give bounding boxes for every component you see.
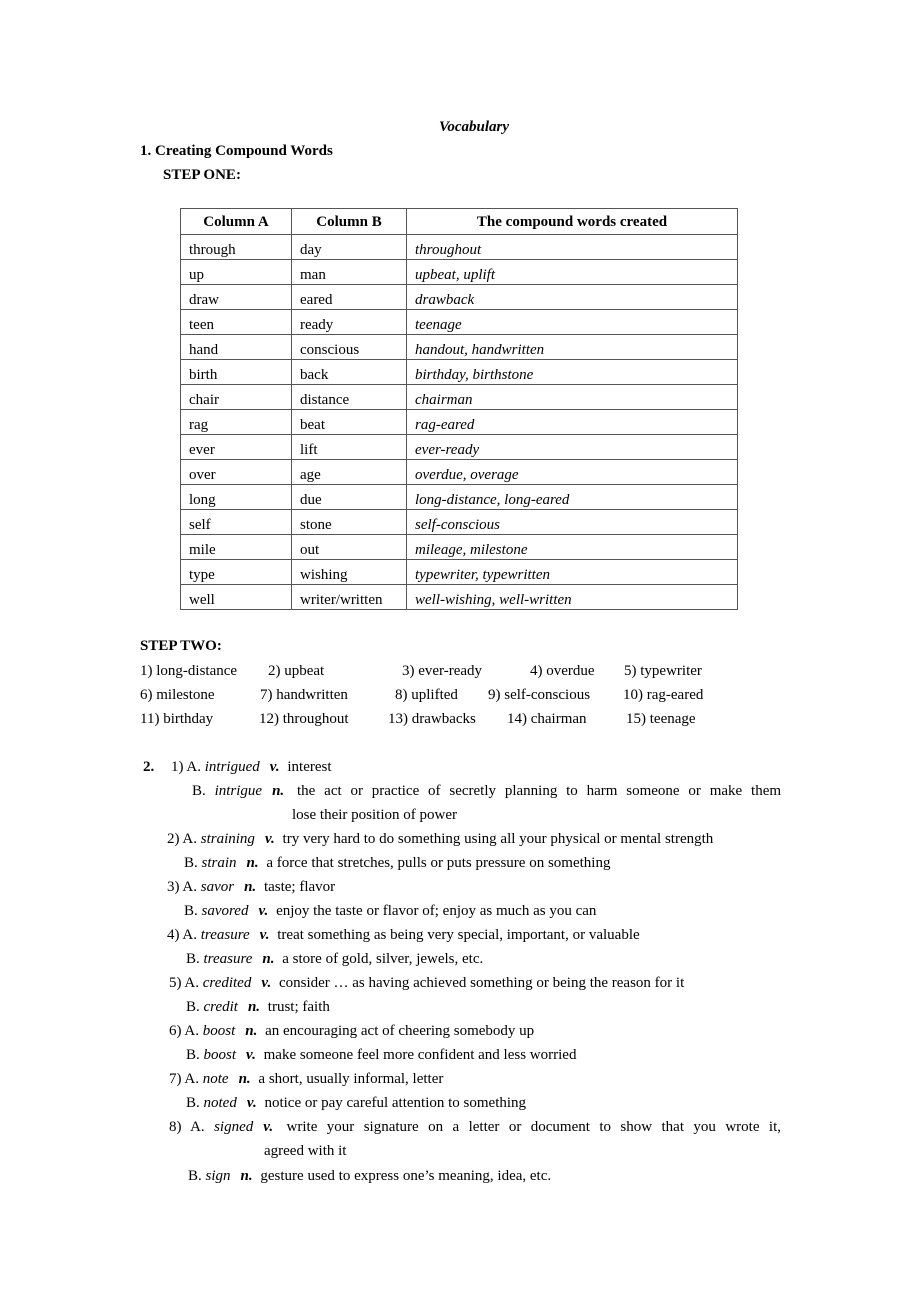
entry-word: noted	[203, 1095, 237, 1111]
entry-label: 6) A.	[169, 1023, 199, 1039]
column-b-cell: conscious	[292, 335, 407, 360]
compound-words-cell: birthday, birthstone	[407, 360, 738, 385]
part-of-speech: v.	[258, 903, 269, 919]
definition-entry	[186, 998, 330, 1016]
compound-words-cell: drawback	[407, 285, 738, 310]
entry-definition: write your signature on a letter or document to show that you wrote it,	[286, 1119, 782, 1135]
column-b-cell: out	[292, 535, 407, 560]
entry-label: B.	[186, 1095, 200, 1111]
column-a-cell: teen	[181, 310, 292, 335]
definition-entry	[192, 782, 781, 800]
table-row	[181, 385, 738, 410]
compound-words-cell: self-conscious	[407, 510, 738, 535]
answer-item: 3) ever-ready	[402, 663, 483, 679]
entry-word: intrigue	[214, 783, 263, 799]
definition-entry	[186, 950, 483, 968]
compound-words-cell: overdue, overage	[407, 460, 738, 485]
part-of-speech: n.	[262, 951, 275, 967]
table-row	[181, 360, 738, 385]
entry-label: 8) A.	[169, 1119, 205, 1135]
part-of-speech: v.	[264, 831, 275, 847]
column-b-cell: writer/written	[292, 585, 407, 610]
table-row	[181, 410, 738, 435]
part-of-speech: v.	[246, 1095, 257, 1111]
answer-item: 11) birthday	[140, 711, 214, 727]
column-a-cell: self	[181, 510, 292, 535]
entry-definition: taste; flavor	[263, 879, 336, 895]
entry-definition: try very hard to do something using all your physical or mental strength	[282, 831, 714, 847]
entry-label: B.	[186, 999, 200, 1015]
compound-words-cell: throughout	[407, 235, 738, 260]
answer-item: 4) overdue	[530, 663, 595, 679]
compound-words-cell: long-distance, long-eared	[407, 485, 738, 510]
entry-word: credit	[203, 999, 238, 1015]
answer-item: 15) teenage	[626, 711, 696, 727]
table-row	[181, 235, 738, 260]
entry-definition: an encouraging act of cheering somebody up	[265, 1023, 535, 1039]
column-b-cell: lift	[292, 435, 407, 460]
section-number: 2.	[143, 759, 155, 775]
part-of-speech: n.	[245, 1023, 258, 1039]
answer-item: 2) upbeat	[268, 663, 325, 679]
part-of-speech: v.	[263, 1119, 274, 1135]
compound-words-cell: well-wishing, well-written	[407, 585, 738, 610]
answer-item: 10) rag-eared	[623, 687, 704, 703]
entry-definition: a force that stretches, pulls or puts pressure on something	[266, 855, 611, 871]
entry-word: savored	[201, 903, 249, 919]
entry-word: savor	[200, 879, 235, 895]
column-b-cell: beat	[292, 410, 407, 435]
entry-definition: trust; faith	[267, 999, 330, 1015]
entry-label: 5) A.	[169, 975, 199, 991]
column-b-cell: ready	[292, 310, 407, 335]
table-row	[181, 435, 738, 460]
answer-item: 13) drawbacks	[388, 711, 476, 727]
compound-words-cell: teenage	[407, 310, 738, 335]
part-of-speech: n.	[244, 879, 257, 895]
column-a-cell: over	[181, 460, 292, 485]
entry-definition: notice or pay careful attention to something	[264, 1095, 527, 1111]
entry-definition: the act or practice of secretly planning to harm someone or make them	[297, 783, 782, 799]
column-a-cell: draw	[181, 285, 292, 310]
step-two-heading: STEP TWO:	[140, 638, 222, 654]
answer-item: 9) self-conscious	[488, 687, 591, 703]
answer-item: 7) handwritten	[260, 687, 348, 703]
entry-label: B.	[188, 1168, 202, 1184]
table-row	[181, 510, 738, 535]
column-a-cell: up	[181, 260, 292, 285]
document-title: Vocabulary	[438, 119, 509, 135]
entry-word: treasure	[200, 927, 250, 943]
definition-entry	[167, 878, 335, 896]
definition-entry	[184, 902, 596, 920]
definition-entry	[171, 758, 332, 776]
entry-definition: make someone feel more confident and less worried	[263, 1047, 577, 1063]
column-a-cell: rag	[181, 410, 292, 435]
compound-words-cell: typewriter, typewritten	[407, 560, 738, 585]
definition-entry	[167, 830, 713, 848]
part-of-speech: v.	[269, 759, 280, 775]
column-a-cell: type	[181, 560, 292, 585]
table-row	[181, 310, 738, 335]
table-row	[181, 535, 738, 560]
entry-label: B.	[192, 783, 206, 799]
column-b-cell: due	[292, 485, 407, 510]
entry-definition: consider … as having achieved something or being the reason for it	[278, 975, 685, 991]
definition-entry	[186, 1094, 526, 1112]
entry-word: strain	[201, 855, 237, 871]
answer-item: 14) chairman	[507, 711, 587, 727]
table-row	[181, 585, 738, 610]
entry-definition: a store of gold, silver, jewels, etc.	[282, 951, 484, 967]
answer-item: 1) long-distance	[140, 663, 238, 679]
column-b-cell: distance	[292, 385, 407, 410]
entry-label: 7) A.	[169, 1071, 199, 1087]
definition-entry	[169, 1022, 534, 1040]
part-of-speech: v.	[259, 927, 270, 943]
entry-label: B.	[186, 951, 200, 967]
entry-word: boost	[202, 1023, 236, 1039]
column-a-cell: well	[181, 585, 292, 610]
table-row	[181, 560, 738, 585]
entry-definition: treat something as being very special, important, or valuable	[277, 927, 640, 943]
part-of-speech: v.	[246, 1047, 256, 1063]
entry-label: 3) A.	[167, 879, 197, 895]
entry-definition: interest	[287, 759, 332, 775]
definition-continuation: agreed with it	[264, 1143, 347, 1159]
column-a-cell: birth	[181, 360, 292, 385]
column-b-cell: age	[292, 460, 407, 485]
definition-entry	[169, 1070, 443, 1088]
column-a-cell: through	[181, 235, 292, 260]
definition-entry	[184, 854, 610, 872]
column-a-cell: mile	[181, 535, 292, 560]
section-heading: 1. Creating Compound Words	[140, 143, 333, 159]
entry-word: note	[202, 1071, 229, 1087]
table-row	[181, 285, 738, 310]
compound-words-cell: upbeat, uplift	[407, 260, 738, 285]
entry-word: boost	[203, 1047, 237, 1063]
compound-words-cell: mileage, milestone	[407, 535, 738, 560]
compound-words-table	[180, 208, 738, 610]
answer-item: 5) typewriter	[624, 663, 702, 679]
step-one-heading: STEP ONE:	[163, 167, 241, 183]
column-b-cell: back	[292, 360, 407, 385]
entry-word: intrigued	[204, 759, 260, 775]
column-header: Column A	[181, 209, 292, 235]
definition-entry	[188, 1167, 551, 1185]
part-of-speech: n.	[246, 855, 259, 871]
column-b-cell: day	[292, 235, 407, 260]
compound-words-cell: handout, handwritten	[407, 335, 738, 360]
column-header: Column B	[292, 209, 407, 235]
part-of-speech: n.	[272, 783, 285, 799]
entry-word: straining	[200, 831, 255, 847]
entry-word: treasure	[203, 951, 253, 967]
entry-word: sign	[205, 1168, 231, 1184]
part-of-speech: n.	[247, 999, 261, 1015]
column-a-cell: hand	[181, 335, 292, 360]
entry-definition: a short, usually informal, letter	[258, 1071, 444, 1087]
definition-entry	[167, 926, 640, 944]
column-b-cell: wishing	[292, 560, 407, 585]
column-b-cell: stone	[292, 510, 407, 535]
entry-label: B.	[184, 855, 198, 871]
part-of-speech: v.	[261, 975, 272, 991]
part-of-speech: n.	[238, 1071, 251, 1087]
answer-item: 8) uplifted	[395, 687, 458, 703]
definition-continuation: lose their position of power	[292, 807, 457, 823]
entry-definition: enjoy the taste or flavor of; enjoy as much as you can	[276, 903, 597, 919]
definition-entry	[169, 974, 684, 992]
column-a-cell: chair	[181, 385, 292, 410]
table-header-row	[181, 209, 738, 235]
column-b-cell: eared	[292, 285, 407, 310]
column-header: The compound words created	[407, 209, 738, 235]
entry-word: credited	[202, 975, 252, 991]
table-row	[181, 260, 738, 285]
entry-label: B.	[184, 903, 198, 919]
definition-entry	[169, 1118, 781, 1136]
table-row	[181, 460, 738, 485]
column-a-cell: ever	[181, 435, 292, 460]
entry-definition: gesture used to express one’s meaning, idea, etc.	[260, 1168, 552, 1184]
table-row	[181, 335, 738, 360]
entry-label: 1) A.	[171, 759, 201, 775]
definition-entry	[186, 1046, 576, 1064]
entry-label: 4) A.	[167, 927, 197, 943]
compound-words-cell: rag-eared	[407, 410, 738, 435]
entry-label: 2) A.	[167, 831, 197, 847]
column-b-cell: man	[292, 260, 407, 285]
compound-words-cell: chairman	[407, 385, 738, 410]
answer-item: 6) milestone	[140, 687, 215, 703]
entry-word: signed	[214, 1119, 254, 1135]
entry-label: B.	[186, 1047, 200, 1063]
part-of-speech: n.	[240, 1168, 253, 1184]
table-row	[181, 485, 738, 510]
compound-words-cell: ever-ready	[407, 435, 738, 460]
column-a-cell: long	[181, 485, 292, 510]
answer-item: 12) throughout	[259, 711, 349, 727]
